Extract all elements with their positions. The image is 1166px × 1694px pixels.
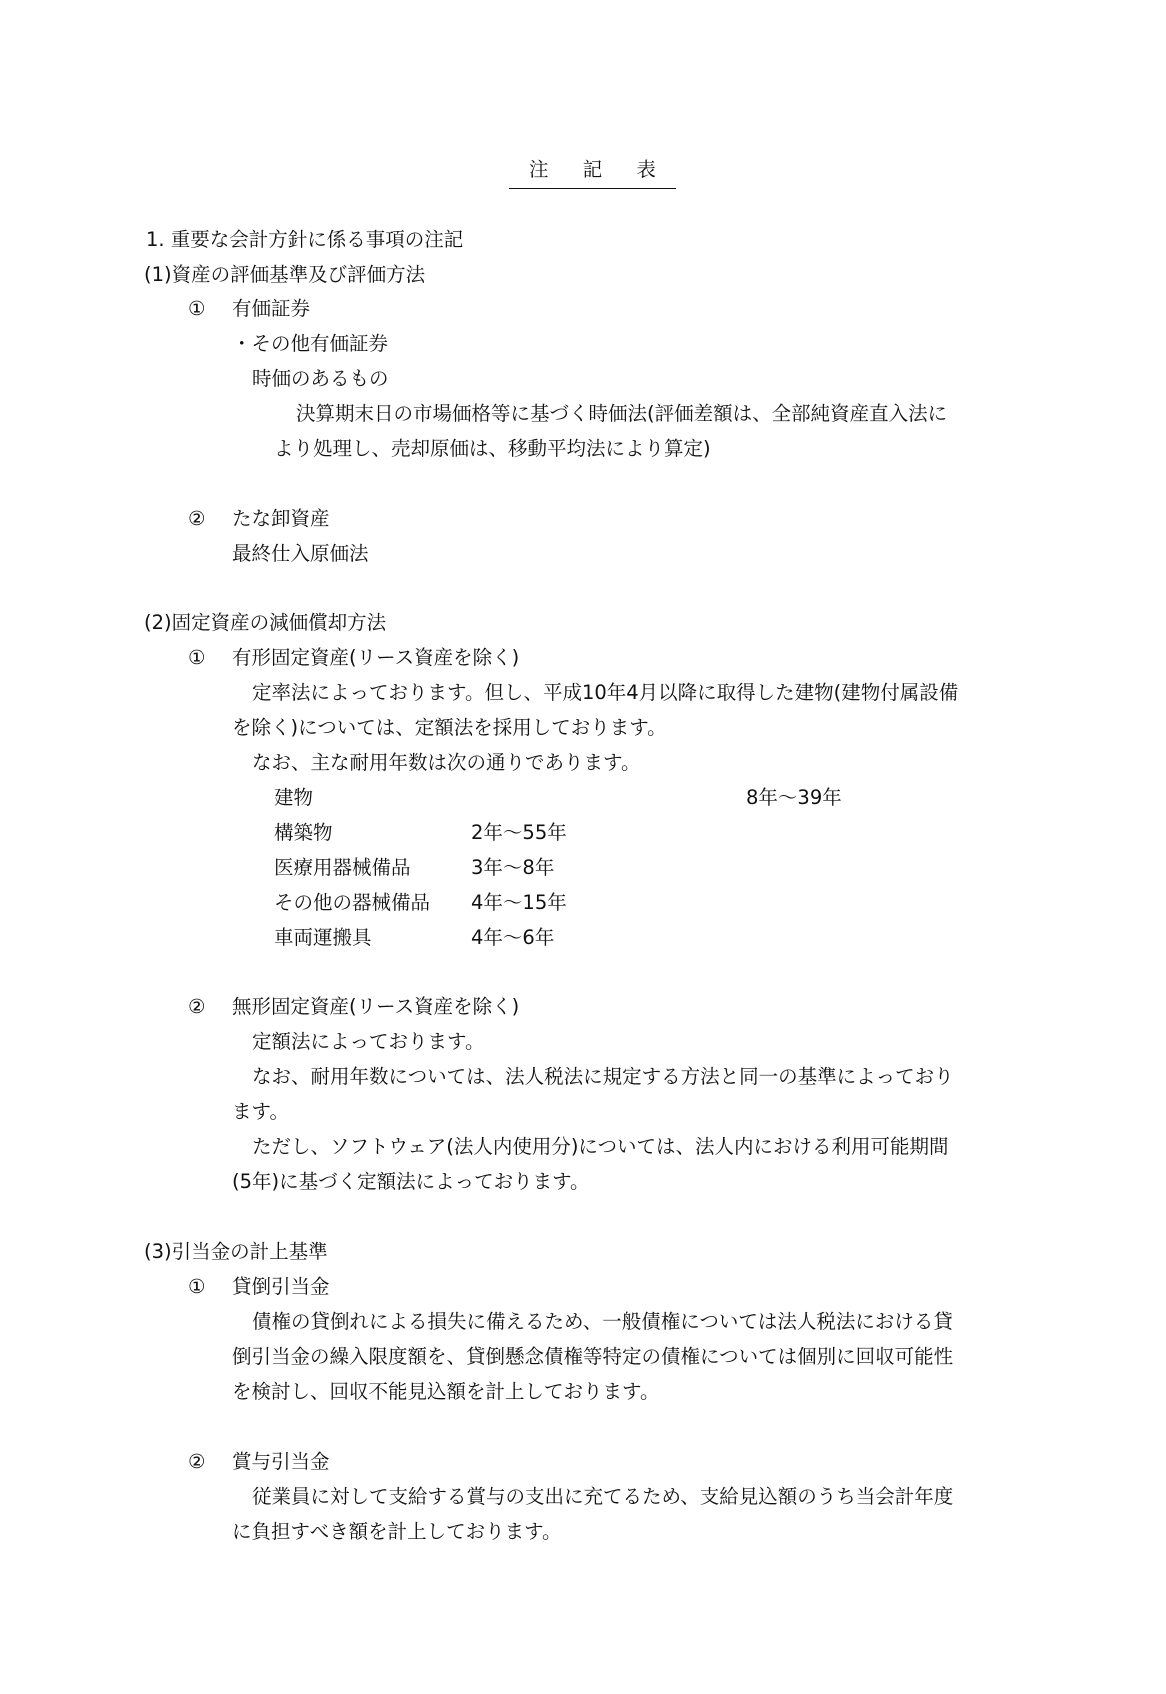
item-label: 貸倒引当金 — [232, 1275, 330, 1298]
paragraph-line: を検討し、回収不能見込額を計上しております。 — [232, 1380, 660, 1403]
item-number: ② — [188, 995, 206, 1018]
useful-life-years: 4年～6年 — [471, 926, 555, 949]
useful-life-row — [274, 819, 674, 847]
item-number: ① — [188, 1275, 206, 1298]
paragraph-line: 定額法によっております。 — [252, 1030, 485, 1053]
useful-life-row — [274, 784, 842, 812]
item-number: ① — [188, 297, 206, 320]
paragraph-line: 定率法によっております。但し、平成10年4月以降に取得した建物(建物付属設備 — [252, 681, 959, 704]
item-number: ② — [188, 507, 206, 530]
useful-life-years: 4年～15年 — [471, 891, 567, 914]
useful-life-years: 2年～55年 — [471, 821, 567, 844]
useful-life-years: 8年～39年 — [746, 786, 842, 809]
paragraph-line: を除く)については、定額法を採用しております。 — [232, 716, 667, 739]
item-label: 賞与引当金 — [232, 1450, 330, 1473]
item-label: 無形固定資産(リース資産を除く) — [232, 995, 520, 1018]
item-label: 有価証券 — [232, 297, 311, 320]
item-securities — [188, 295, 310, 323]
useful-life-name: その他の器械備品 — [274, 891, 431, 914]
item-number: ① — [188, 646, 206, 669]
useful-life-row — [274, 854, 674, 882]
paragraph-line: より処理し、売却原価は、移動平均法により算定) — [274, 437, 711, 460]
paragraph-line: に負担すべき額を計上しております。 — [232, 1520, 562, 1543]
paragraph-line: なお、耐用年数については、法人税法に規定する方法と同一の基準によっており — [252, 1065, 954, 1088]
item-bad-debt-allowance — [188, 1273, 330, 1301]
sub-item-other-securities: ・その他有価証券 — [232, 332, 389, 355]
useful-life-row — [274, 889, 674, 917]
paragraph-line: なお、主な耐用年数は次の通りであります。 — [252, 751, 641, 774]
paragraph-line: 倒引当金の繰入限度額を、貸倒懸念債権等特定の債権については個別に回収可能性 — [232, 1345, 954, 1368]
paragraph-line: ただし、ソフトウェア(法人内使用分)については、法人内における利用可能期間 — [252, 1135, 949, 1158]
useful-life-name: 車両運搬具 — [274, 926, 372, 949]
paragraph-line: 従業員に対して支給する賞与の支出に充てるため、支給見込額のうち当会計年度 — [252, 1485, 954, 1508]
sub-sub-item-market-value: 時価のあるもの — [252, 367, 389, 390]
paragraph-line: (5年)に基づく定額法によっております。 — [232, 1170, 590, 1193]
paragraph-line: 債権の貸倒れによる損失に備えるため、一般債権については法人税法における貸 — [252, 1310, 953, 1333]
item-intangible-assets — [188, 993, 519, 1021]
useful-life-name: 建物 — [274, 786, 314, 809]
useful-life-name: 構築物 — [274, 821, 333, 844]
section-heading-1: 1. 重要な会計方針に係る事項の注記 — [146, 228, 464, 251]
paragraph-line: 決算期末日の市場価格等に基づく時価法(評価差額は、全部純資産直入法に — [296, 402, 948, 425]
useful-life-name: 医療用器械備品 — [274, 856, 411, 879]
subsection-heading-valuation: (1)資産の評価基準及び評価方法 — [144, 263, 426, 286]
item-number: ② — [188, 1450, 206, 1473]
subsection-heading-depreciation: (2)固定資産の減価償却方法 — [144, 611, 387, 634]
paragraph-line: 最終仕入原価法 — [232, 542, 369, 565]
item-label: 有形固定資産(リース資産を除く) — [232, 646, 520, 669]
document-title: 注 記 表 — [509, 156, 676, 189]
useful-life-years: 3年～8年 — [471, 856, 555, 879]
item-tangible-assets — [188, 644, 519, 672]
paragraph-line: ます。 — [232, 1100, 289, 1123]
item-inventory — [188, 505, 330, 533]
item-bonus-allowance — [188, 1448, 330, 1476]
useful-life-row — [274, 924, 674, 952]
subsection-heading-allowances: (3)引当金の計上基準 — [144, 1240, 328, 1263]
item-label: たな卸資産 — [232, 507, 330, 530]
